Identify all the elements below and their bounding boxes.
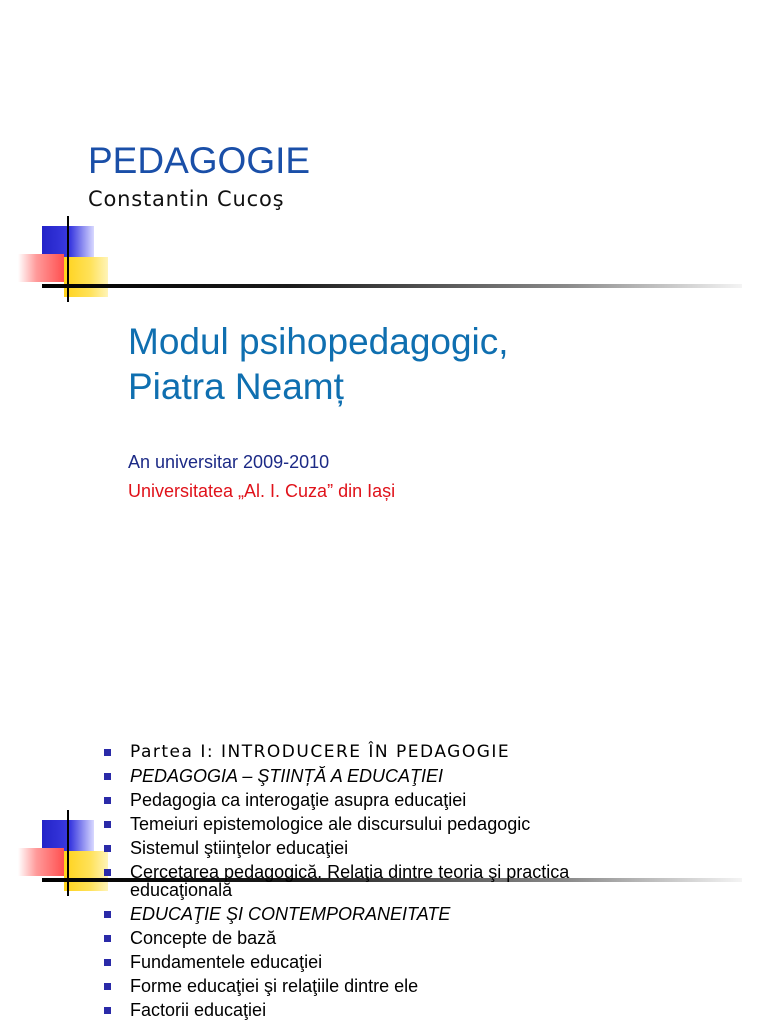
- list-item-text: Fundamentele educaţiei: [130, 952, 323, 972]
- square-bullet-icon: [104, 935, 111, 942]
- list-item: [104, 998, 744, 1022]
- list-item: [104, 836, 744, 860]
- square-bullet-icon: [104, 1007, 111, 1014]
- university-name: Universitatea „Al. I. Cuza” din Iași: [128, 481, 396, 501]
- list-item-text: Temeiuri epistemologice ale discursului pedagogic: [130, 814, 531, 834]
- decor-vertical-line: [67, 216, 69, 302]
- decor-yellow-square: [64, 257, 108, 297]
- decor-red-square: [18, 254, 64, 282]
- square-bullet-icon: [104, 773, 111, 780]
- decor-horizontal-rule: [42, 284, 742, 288]
- list-item: [104, 812, 744, 836]
- decor-red-square: [18, 848, 64, 876]
- list-item-text: PEDAGOGIA – ŞTIINȚĂ A EDUCAŢIEI: [130, 766, 444, 786]
- list-item-text: Pedagogia ca interogaţie asupra educaţiei: [130, 790, 467, 810]
- list-item-text: EDUCAŢIE ŞI CONTEMPORANEITATE: [130, 904, 451, 924]
- list-item: [104, 974, 744, 998]
- list-item: [104, 950, 744, 974]
- academic-year: An universitar 2009-2010: [128, 452, 330, 472]
- subtitle-line-2: Piatra Neamț: [128, 366, 344, 407]
- author-name: Constantin Cucoş: [88, 187, 285, 211]
- list-item: [104, 740, 744, 764]
- square-bullet-icon: [104, 845, 111, 852]
- square-bullet-icon: [104, 749, 111, 756]
- list-item: [104, 788, 744, 812]
- list-item: [104, 764, 744, 788]
- table-of-contents: [104, 740, 744, 1022]
- square-bullet-icon: [104, 821, 111, 828]
- list-item-text: Forme educaţiei şi relaţiile dintre ele: [130, 976, 419, 996]
- square-bullet-icon: [104, 797, 111, 804]
- list-item: [104, 926, 744, 950]
- decor-vertical-line: [67, 810, 69, 896]
- list-item: [104, 902, 744, 926]
- square-bullet-icon: [104, 911, 111, 918]
- list-item-text: Concepte de bază: [130, 928, 277, 948]
- square-bullet-icon: [104, 983, 111, 990]
- list-item-text: Partea I: INTRODUCERE ÎN PEDAGOGIE: [130, 742, 511, 762]
- list-item-text: Factorii educaţiei: [130, 1000, 267, 1020]
- list-item-text: Cercetarea pedagogică. Relaţia dintre teoria şi practica educaţională: [130, 862, 570, 900]
- subtitle-line-1: Modul psihopedagogic,: [128, 321, 509, 362]
- page-title: PEDAGOGIE: [88, 140, 311, 181]
- list-item: [104, 860, 630, 902]
- square-bullet-icon: [104, 959, 111, 966]
- decor-yellow-square: [64, 851, 108, 891]
- square-bullet-icon: [104, 869, 111, 876]
- list-item-text: Sistemul ştiinţelor educaţiei: [130, 838, 349, 858]
